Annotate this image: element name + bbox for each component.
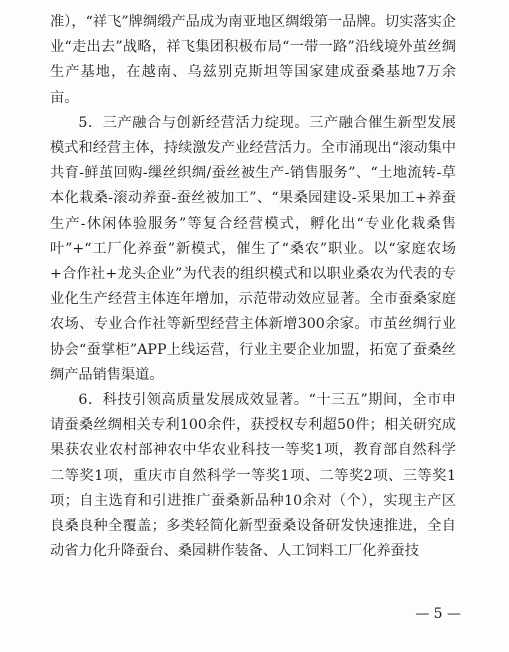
paragraph-section-5: 5．三产融合与创新经营活力绽现。三产融合催生新型发展模式和经营主体，持续激发产业经营活力。全市涌现出“滚动集中共育-鲜茧回购-缫丝织绸/蚕丝被生产-销售服务”、“土地流转-草本化栽桑-滚动养蚕-蚕丝被加工”、“果桑园建设-采果加工+养蚕生产-休闲体验服务”等复合经营模式，孵化出“专业化栽桑售叶”+“工厂化养蚕”新模式，催生了“桑农”职业。以“家庭农场+合作社+龙头企业”为代表的组织模式和以职业桑农为代表的专业化生产经营主体连年增加，示范带动效应显著。全市蚕桑家庭农场、专业合作社等新型经营主体新增300余家。市茧丝绸行业协会“蚕掌柜”APP上线运营，行业主要企业加盟，拓宽了蚕桑丝绸产品销售渠道。 <box>50 114 456 383</box>
body-text <box>50 10 456 564</box>
paragraph-continuation: 准），“祥飞”牌绸缎产品成为南亚地区绸缎第一品牌。切实落实企业“走出去”战略，祥飞集团积极布局“一带一路”沿线境外茧丝绸生产基地，在越南、乌兹别克斯坦等国家建成蚕桑基地7万余亩。 <box>50 14 456 106</box>
paragraph-section-6: 6．科技引领高质量发展成效显著。“十三五”期间，全市申请蚕桑丝绸相关专利100余件，获授权专利超50件；相关研究成果获农业农村部神农中华农业科技一等奖1项，教育部自然科学二等奖1项，重庆市自然科学一等奖1项、二等奖2项、三等奖1项；自主选育和引进推广蚕桑新品种10余对（个），实现主产区良桑良种全覆盖；多类轻简化新型蚕桑设备研发快速推进，全自动省力化升降蚕台、桑园耕作装备、人工饲料工厂化养蚕技 <box>50 392 456 560</box>
page-number: — 5 — <box>415 606 461 622</box>
